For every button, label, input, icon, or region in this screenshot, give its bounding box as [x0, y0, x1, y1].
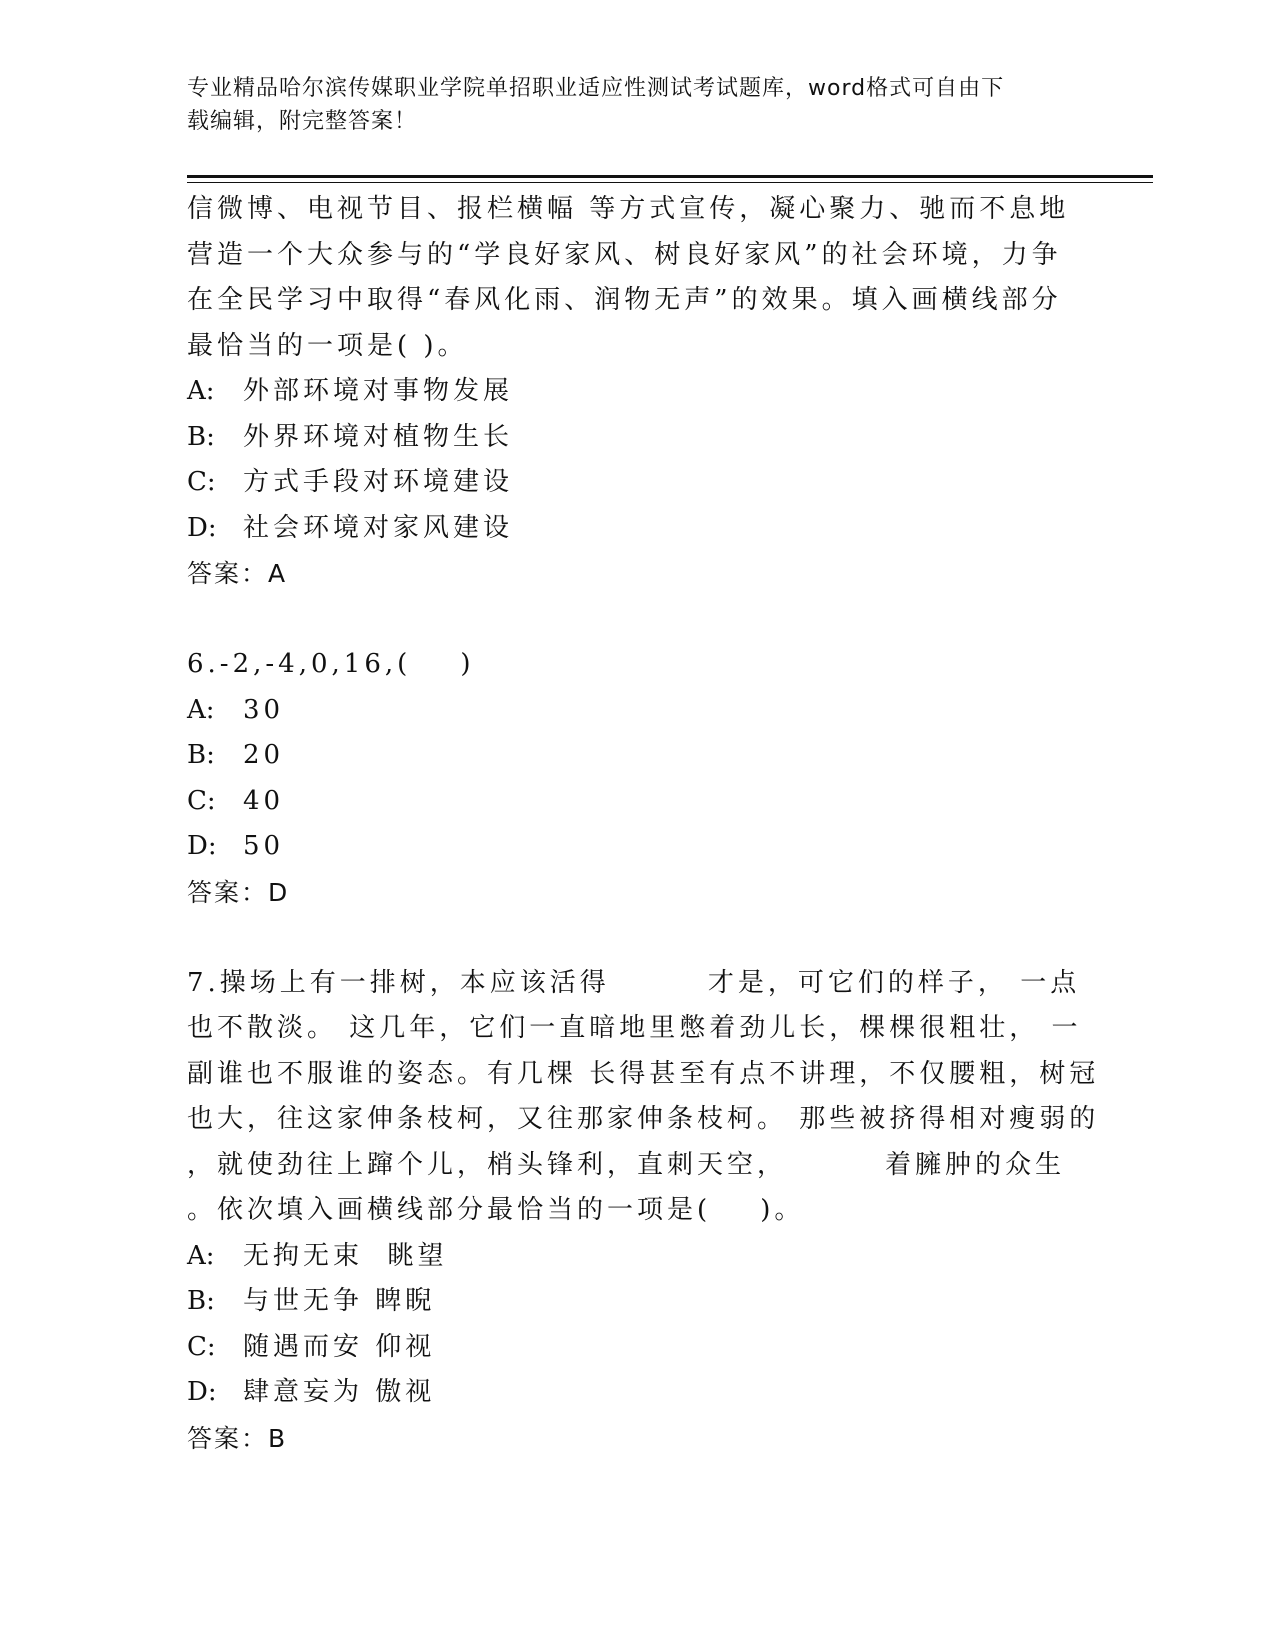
answer-5: 答案：A	[187, 559, 288, 588]
header-line-2: 载编辑，附完整答案！	[187, 109, 418, 134]
option-c	[187, 460, 1087, 506]
option-key: C:	[187, 467, 216, 497]
stem-line: 在全民学习中取得“春风化雨、润物无声”的效果。填入画横线部分	[187, 285, 1062, 315]
option-text: 与世无争 睥睨	[243, 1286, 436, 1316]
option-key: D:	[187, 831, 217, 861]
option-text: 40	[243, 785, 285, 816]
answer-7: 答案：B	[187, 1423, 288, 1453]
question-5-stem	[187, 187, 1087, 369]
answer-6: 答案：D	[187, 877, 290, 907]
header-line-1: 专业精品哈尔滨传媒职业学院单招职业适应性测试考试题库，word格式可自由下	[187, 76, 1005, 101]
document-body	[187, 187, 1100, 1461]
option-text: 50	[243, 831, 285, 861]
option-text: 社会环境对家风建设	[243, 512, 514, 543]
option-key: B:	[187, 740, 215, 770]
option-c	[187, 779, 1087, 825]
option-key: C:	[187, 1331, 216, 1362]
question-7-stem	[187, 961, 1100, 1234]
option-key: A:	[187, 376, 215, 406]
question-6	[187, 642, 1087, 915]
stem-line: 信微博、电视节目、报栏横幅 等方式宣传，凝心聚力、驰而不息地	[187, 194, 1070, 224]
question-6-stem: 6.-2,-4,0,16,( )	[187, 649, 475, 679]
header-rule-thick	[187, 175, 1153, 178]
option-text: 外界环境对植物生长	[243, 421, 514, 452]
option-text: 随遇而安 仰视	[243, 1331, 436, 1362]
option-text: 外部环境对事物发展	[243, 376, 514, 406]
stem-line: 营造一个大众参与的“学良好家风、树良好家风”的社会环境，力争	[187, 239, 1062, 270]
option-text: 30	[243, 694, 285, 725]
option-c	[187, 1325, 1087, 1371]
option-key: A:	[187, 694, 215, 725]
option-key: B:	[187, 1286, 215, 1316]
question-7	[187, 961, 1100, 1462]
stem-line: ，就使劲往上蹿个儿，梢头锋利，直刺天空， 着臃肿的众生	[187, 1149, 1066, 1180]
question-5	[187, 187, 1087, 597]
option-key: A:	[187, 1240, 215, 1271]
option-text: 20	[243, 740, 285, 770]
stem-line: 7.操场上有一排树，本应该活得 才是，可它们的样子， 一点	[187, 967, 1081, 998]
option-a	[187, 1234, 1087, 1280]
option-d	[187, 506, 1087, 552]
option-d	[187, 1370, 1087, 1416]
header-rule-thin	[187, 182, 1153, 183]
stem-line: 。依次填入画横线部分最恰当的一项是( )。	[187, 1195, 805, 1225]
option-key: C:	[187, 785, 216, 816]
option-key: D:	[187, 1377, 217, 1407]
spacer	[187, 597, 1087, 643]
stem-line: 副谁也不服谁的姿态。有几棵 长得甚至有点不讲理，不仅腰粗，树冠	[187, 1058, 1100, 1089]
stem-line: 最恰当的一项是( )。	[187, 330, 468, 361]
spacer	[187, 915, 1087, 961]
stem-line: 也大，往这家伸条枝柯，又往那家伸条枝柯。 那些被挤得相对瘦弱的	[187, 1104, 1100, 1134]
option-text: 无拘无束 眺望	[243, 1240, 448, 1271]
option-a	[187, 688, 1087, 734]
option-text: 方式手段对环境建设	[243, 467, 514, 497]
page-header	[187, 72, 1067, 138]
option-text: 肆意妄为 傲视	[243, 1377, 436, 1407]
stem-line: 也不散淡。 这几年，它们一直暗地里憋着劲儿长，棵棵很粗壮， 一	[187, 1013, 1082, 1043]
option-d	[187, 824, 1087, 870]
option-b	[187, 733, 1087, 779]
option-key: B:	[187, 421, 215, 452]
option-b	[187, 1279, 1087, 1325]
option-b	[187, 415, 1087, 461]
option-key: D:	[187, 512, 217, 543]
option-a	[187, 369, 1087, 415]
